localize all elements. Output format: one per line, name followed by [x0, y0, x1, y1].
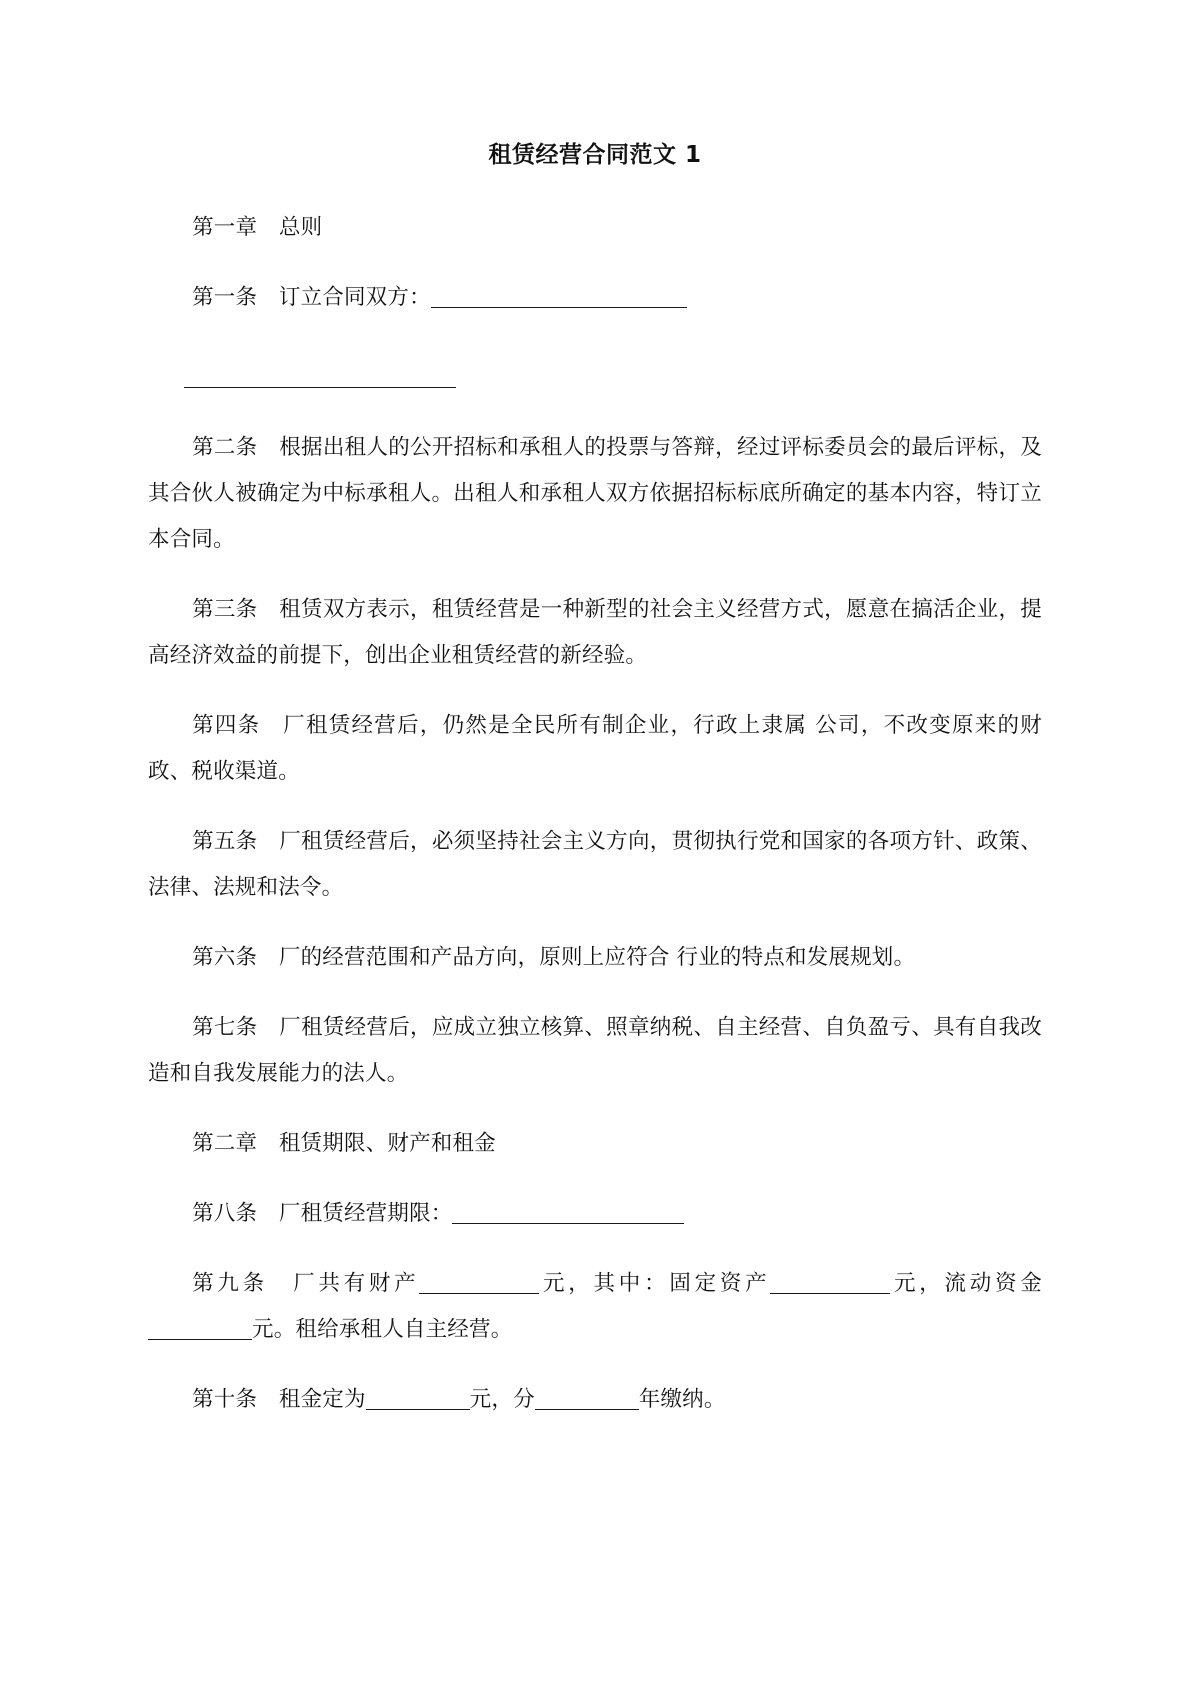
spacer	[148, 321, 1042, 355]
page-title: 租赁经营合同范文 1	[488, 142, 702, 168]
article-10-text-1: 第十条 租金定为	[192, 1386, 366, 1412]
article-8-line	[148, 1191, 1042, 1237]
spacer	[148, 795, 1042, 819]
document-body	[148, 0, 1042, 1423]
spacer	[148, 401, 1042, 425]
chapter-2-heading: 第二章 租赁期限、财产和租金	[192, 1130, 496, 1156]
article-9-text-4: 元。租给承租人自主经营。	[252, 1316, 513, 1342]
spacer	[148, 981, 1042, 1005]
article-9-fill-in-total-property[interactable]	[419, 1293, 539, 1294]
article-9-text-1: 第九条 厂共有财产	[192, 1270, 420, 1296]
article-9-fill-in-fixed-assets[interactable]	[770, 1293, 890, 1294]
spacer	[148, 1237, 1042, 1261]
spacer	[148, 1167, 1042, 1191]
article-1-label: 第一条 订立合同双方：	[192, 284, 431, 310]
article-8-label: 第八条 厂租赁经营期限：	[192, 1200, 453, 1226]
article-1-fill-in-rule[interactable]	[431, 307, 687, 308]
spacer	[148, 563, 1042, 587]
article-1-second-blank-row	[148, 355, 1042, 401]
article-2-paragraph: 第二条 根据出租人的公开招标和承租人的投票与答辩，经过评标委员会的最后评标，及其合伙人被确定为中标承租人。出租人和承租人双方依据招标标底所确定的基本内容，特订立本合同。	[148, 434, 1042, 552]
article-1-fill-in-rule-2[interactable]	[184, 387, 456, 388]
spacer	[148, 679, 1042, 703]
article-9-fill-in-working-capital[interactable]	[148, 1339, 252, 1340]
article-10-text-3: 年缴纳。	[638, 1386, 726, 1412]
spacer	[148, 173, 1042, 205]
article-9-paragraph	[148, 1261, 1042, 1353]
article-7-paragraph: 第七条 厂租赁经营后，应成立独立核算、照章纳税、自主经营、自负盈亏、具有自我改造和自我发展能力的法人。	[148, 1014, 1042, 1086]
spacer	[148, 911, 1042, 935]
article-6-paragraph: 第六条 厂的经营范围和产品方向，原则上应符合 行业的特点和发展规划。	[192, 944, 916, 970]
chapter-1-heading: 第一章 总则	[192, 214, 323, 240]
article-1-line	[148, 275, 1042, 321]
spacer	[148, 251, 1042, 275]
article-10-fill-in-rent-amount[interactable]	[366, 1409, 470, 1410]
article-4-paragraph: 第四条 厂租赁经营后，仍然是全民所有制企业，行政上隶属 公司，不改变原来的财政、税收渠道。	[148, 712, 1042, 784]
spacer	[148, 1353, 1042, 1377]
article-10-fill-in-years[interactable]	[535, 1409, 639, 1410]
article-9-text-2: 元，其中：固定资产	[539, 1270, 771, 1296]
article-8-fill-in-rule[interactable]	[452, 1223, 684, 1224]
article-10-text-2: 元，分	[469, 1386, 535, 1412]
article-5-paragraph: 第五条 厂租赁经营后，必须坚持社会主义方向，贯彻执行党和国家的各项方针、政策、法律、法规和法令。	[148, 828, 1042, 900]
article-3-paragraph: 第三条 租赁双方表示，租赁经营是一种新型的社会主义经营方式，愿意在搞活企业，提高经济效益的前提下，创出企业租赁经营的新经验。	[148, 596, 1042, 668]
article-9-text-3: 元，流动资金	[890, 1270, 1042, 1296]
spacer	[148, 1097, 1042, 1121]
article-10-paragraph	[148, 1377, 1042, 1423]
